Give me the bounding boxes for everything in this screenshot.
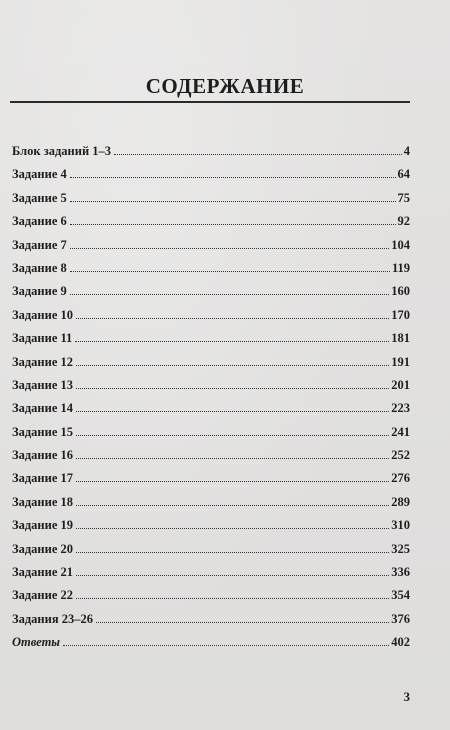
toc-entry-page: 223 xyxy=(391,401,410,416)
dot-leader xyxy=(76,481,389,482)
toc-entry-label: Задание 14 xyxy=(12,401,73,416)
toc-entry-page: 170 xyxy=(391,307,410,322)
dot-leader xyxy=(76,575,389,576)
dot-leader xyxy=(76,435,389,436)
dot-leader xyxy=(76,598,389,599)
dot-leader xyxy=(70,201,396,202)
toc-entry-label: Задание 7 xyxy=(12,237,67,252)
toc-entry-task-11[interactable] xyxy=(12,331,410,354)
toc-entry-task-21[interactable] xyxy=(12,565,410,588)
toc-entry-label: Задание 8 xyxy=(12,260,67,275)
dot-leader xyxy=(70,271,390,272)
toc-entry-label: Задание 20 xyxy=(12,541,73,556)
toc-entry-page: 336 xyxy=(391,565,410,580)
page-number: 3 xyxy=(403,689,410,704)
dot-leader xyxy=(70,248,390,249)
dot-leader xyxy=(70,224,396,225)
toc-entry-page: 181 xyxy=(391,331,410,346)
toc-entry-label: Задание 6 xyxy=(12,214,67,229)
toc-entry-page: 4 xyxy=(403,144,410,158)
toc-entry-task-12[interactable] xyxy=(12,355,410,378)
dot-leader xyxy=(76,388,389,389)
dot-leader xyxy=(70,294,390,295)
dot-leader xyxy=(76,411,389,412)
toc-entry-task-7[interactable] xyxy=(12,238,410,261)
toc-entry-block-1-3[interactable] xyxy=(12,144,410,167)
dot-leader xyxy=(70,177,396,178)
dot-leader xyxy=(76,552,389,553)
toc-entry-page: 241 xyxy=(391,424,410,439)
toc-entry-page: 119 xyxy=(391,260,410,275)
toc-entry-task-5[interactable] xyxy=(12,191,410,214)
toc-entry-task-18[interactable] xyxy=(12,495,410,518)
toc-entry-page: 376 xyxy=(391,611,410,626)
toc-entry-page: 160 xyxy=(391,284,410,299)
dot-leader xyxy=(63,645,389,646)
toc-entry-label: Задание 16 xyxy=(12,448,73,463)
toc-entry-page: 201 xyxy=(391,377,410,392)
toc-entry-page: 276 xyxy=(391,471,410,486)
toc-entry-task-14[interactable] xyxy=(12,401,410,424)
toc-entry-label: Задание 13 xyxy=(12,377,73,392)
toc-entry-task-4[interactable] xyxy=(12,167,410,190)
toc-entry-answers[interactable] xyxy=(12,635,410,658)
toc-entry-task-9[interactable] xyxy=(12,284,410,307)
toc-entry-page: 75 xyxy=(397,190,410,205)
toc-entry-page: 92 xyxy=(397,214,410,229)
dot-leader xyxy=(76,318,389,319)
table-of-contents xyxy=(12,144,410,659)
dot-leader xyxy=(75,341,389,342)
toc-entry-label: Задание 9 xyxy=(12,284,67,299)
toc-entry-label: Задание 11 xyxy=(12,331,73,346)
toc-entry-task-19[interactable] xyxy=(12,518,410,541)
dot-leader xyxy=(76,528,389,529)
toc-entry-task-15[interactable] xyxy=(12,425,410,448)
toc-entry-page: 402 xyxy=(391,635,410,650)
toc-entry-label: Блок заданий 1–3 xyxy=(12,144,112,158)
dot-leader xyxy=(76,505,389,506)
toc-entry-task-20[interactable] xyxy=(12,542,410,565)
toc-entry-page: 104 xyxy=(391,237,410,252)
toc-entry-page: 252 xyxy=(391,448,410,463)
dot-leader xyxy=(96,622,389,623)
page-title: СОДЕРЖАНИЕ xyxy=(145,74,305,98)
toc-entry-task-13[interactable] xyxy=(12,378,410,401)
title-rule xyxy=(10,101,410,103)
toc-entry-label: Задание 4 xyxy=(12,167,67,182)
toc-entry-label: Задание 21 xyxy=(12,565,73,580)
toc-entry-page: 191 xyxy=(391,354,410,369)
toc-entry-label: Задание 10 xyxy=(12,307,73,322)
toc-entry-label: Ответы xyxy=(12,635,60,650)
toc-entry-label: Задание 17 xyxy=(12,471,73,486)
toc-entry-label: Задание 19 xyxy=(12,518,73,533)
toc-entry-task-10[interactable] xyxy=(12,308,410,331)
toc-entry-tasks-23-26[interactable] xyxy=(12,612,410,635)
toc-entry-page: 289 xyxy=(391,494,410,509)
toc-entry-page: 354 xyxy=(391,588,410,603)
toc-entry-label: Задание 18 xyxy=(12,494,73,509)
toc-entry-task-22[interactable] xyxy=(12,588,410,611)
dot-leader xyxy=(114,154,402,155)
toc-entry-label: Задания 23–26 xyxy=(12,611,93,626)
toc-entry-task-6[interactable] xyxy=(12,214,410,237)
toc-entry-label: Задание 22 xyxy=(12,588,73,603)
toc-entry-task-8[interactable] xyxy=(12,261,410,284)
toc-entry-task-17[interactable] xyxy=(12,471,410,494)
toc-entry-label: Задание 5 xyxy=(12,190,67,205)
toc-entry-label: Задание 12 xyxy=(12,354,73,369)
dot-leader xyxy=(76,365,389,366)
toc-entry-page: 325 xyxy=(391,541,410,556)
toc-entry-task-16[interactable] xyxy=(12,448,410,471)
toc-entry-label: Задание 15 xyxy=(12,424,73,439)
toc-entry-page: 310 xyxy=(391,518,410,533)
dot-leader xyxy=(76,458,389,459)
toc-entry-page: 64 xyxy=(397,167,410,182)
